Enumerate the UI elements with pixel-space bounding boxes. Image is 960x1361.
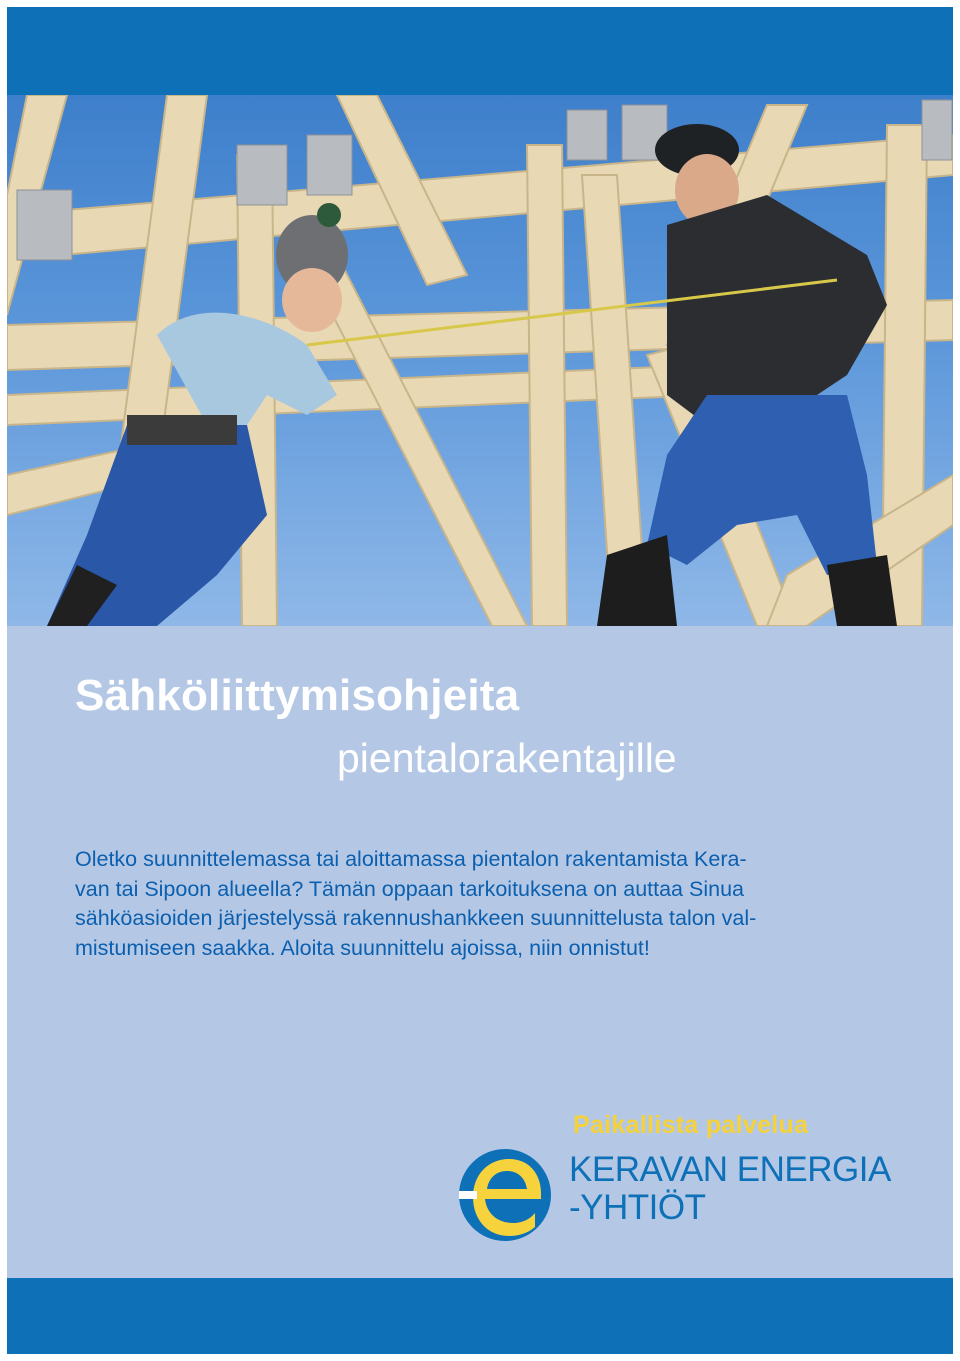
document-subtitle: pientalorakentajille <box>337 735 677 781</box>
company-name-line2: -YHTIÖT <box>569 1188 706 1227</box>
cover-page <box>7 7 953 1354</box>
intro-line: van tai Sipoon alueella? Tämän oppaan tarkoituksena on auttaa Sinua <box>75 876 744 901</box>
intro-paragraph <box>75 845 885 963</box>
intro-line: sähköasioiden järjestelyssä rakennushankkeen suunnittelusta talon val- <box>75 906 757 930</box>
company-name <box>569 1151 891 1227</box>
top-color-band <box>7 7 953 95</box>
bottom-color-band <box>7 1278 953 1354</box>
intro-line: Oletko suunnittelemassa tai aloittamassa pientalon rakentamista Kera- <box>75 847 747 871</box>
slogan: Paikallista palvelua <box>573 1111 809 1139</box>
intro-line: mistumiseen saakka. Aloita suunnittelu ajoissa, niin onnistut! <box>75 935 650 960</box>
company-name-line1: KERAVAN ENERGIA <box>569 1150 891 1189</box>
construction-workers-photo <box>7 95 953 626</box>
keravan-energia-e-logo-icon <box>457 1147 553 1243</box>
document-title: Sähköliittymisohjeita <box>75 671 520 720</box>
cover-photo <box>7 95 953 626</box>
